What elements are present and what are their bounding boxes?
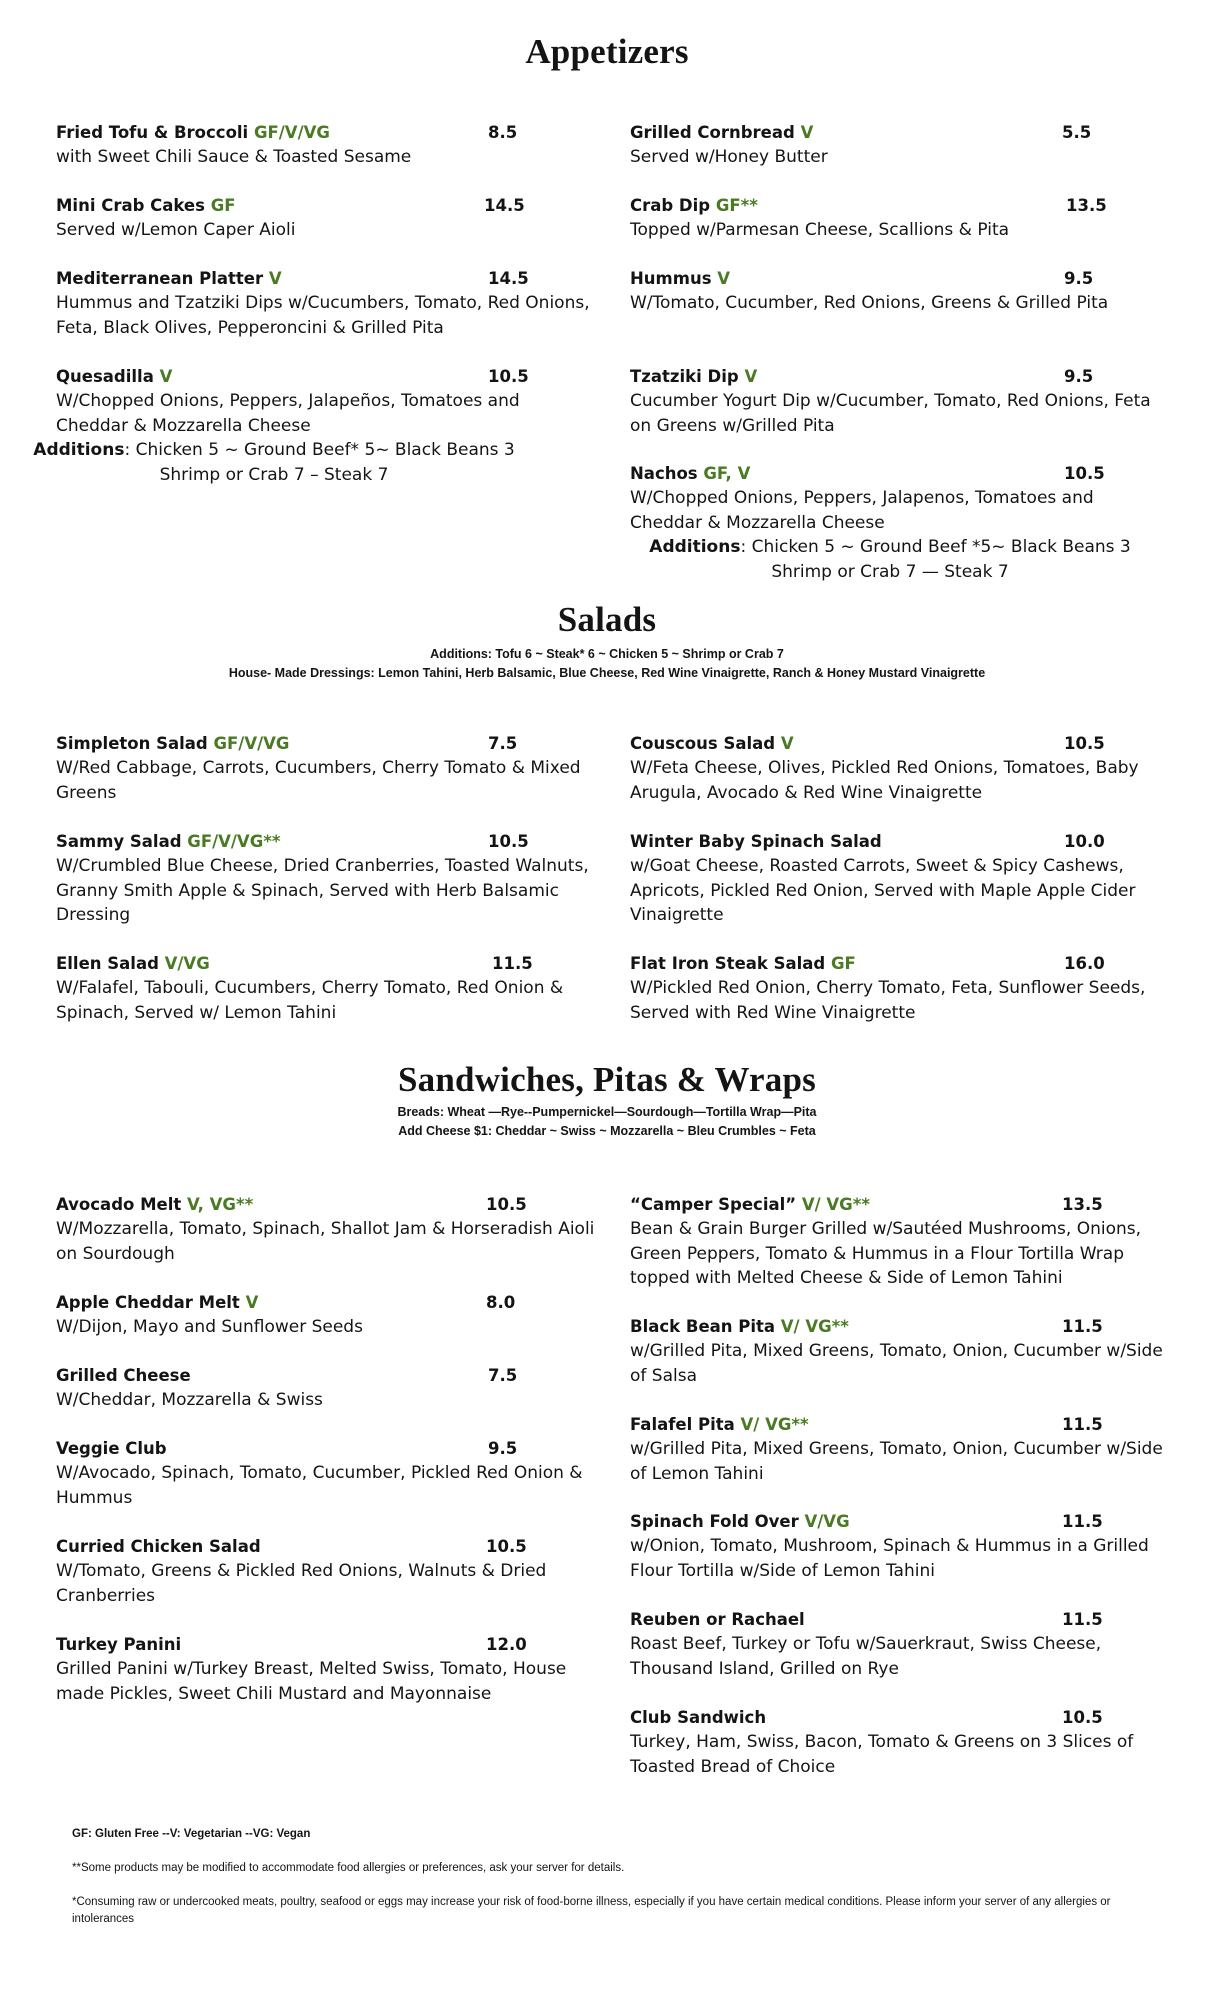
diet-tag: V bbox=[245, 1293, 259, 1312]
item-description: Grilled Panini w/Turkey Breast, Melted Swiss, Tomato, House made Pickles, Sweet Chili Mustard and Mayonnaise bbox=[56, 1659, 567, 1704]
item-price: 10.5 bbox=[1064, 464, 1105, 483]
item-price: 11.5 bbox=[1062, 1610, 1103, 1629]
menu-item bbox=[630, 364, 1170, 438]
item-name: Simpleton Salad bbox=[56, 734, 208, 753]
diet-tag: GF** bbox=[715, 196, 758, 215]
menu-item bbox=[56, 120, 596, 170]
item-description: w/Goat Cheese, Roasted Carrots, Sweet & Spicy Cashews, Apricots, Pickled Red Onion, Served with Maple Apple Cider Vinaigrette bbox=[630, 856, 1136, 925]
diet-tag: GF bbox=[830, 954, 856, 973]
item-description: Topped w/Parmesan Cheese, Scallions & Pita bbox=[630, 220, 1010, 240]
menu-item bbox=[630, 731, 1170, 805]
additions-line bbox=[4, 438, 544, 463]
diet-tag: GF bbox=[210, 196, 236, 215]
item-description: Hummus and Tzatziki Dips w/Cucumbers, Tomato, Red Onions, Feta, Black Olives, Pepperoncini & Grilled Pita bbox=[56, 293, 590, 338]
item-price: 11.5 bbox=[1062, 1415, 1103, 1434]
item-name: Veggie Club bbox=[56, 1439, 167, 1458]
diet-tag: GF/V/VG** bbox=[187, 832, 281, 851]
item-description: W/Feta Cheese, Olives, Pickled Red Onions, Tomatoes, Baby Arugula, Avocado & Red Wine Vinaigrette bbox=[630, 758, 1139, 803]
item-name: Mini Crab Cakes bbox=[56, 196, 205, 215]
item-price: 8.5 bbox=[488, 123, 518, 142]
menu-item bbox=[56, 1192, 596, 1266]
menu-item bbox=[630, 461, 1170, 584]
item-name: Quesadilla bbox=[56, 367, 154, 386]
additions-line: Shrimp or Crab 7 – Steak 7 bbox=[159, 464, 389, 485]
item-price: 9.5 bbox=[488, 1439, 518, 1458]
menu-item bbox=[56, 266, 596, 340]
diet-tag: V, VG** bbox=[186, 1195, 254, 1214]
menu-item bbox=[630, 1412, 1170, 1486]
item-price: 13.5 bbox=[1066, 196, 1107, 215]
item-name: Grilled Cornbread bbox=[630, 123, 795, 142]
item-description: with Sweet Chili Sauce & Toasted Sesame bbox=[56, 147, 412, 167]
diet-tag: V bbox=[159, 367, 173, 386]
menu-item bbox=[56, 1632, 596, 1706]
item-price: 7.5 bbox=[488, 1366, 518, 1385]
item-description: W/Red Cabbage, Carrots, Cucumbers, Cherry Tomato & Mixed Greens bbox=[56, 758, 581, 803]
item-name: Apple Cheddar Melt bbox=[56, 1293, 240, 1312]
menu-item bbox=[56, 1290, 596, 1340]
menu-item bbox=[630, 120, 1170, 170]
additions-text: : Chicken 5 ~ Ground Beef* 5~ Black Beans 3 bbox=[124, 440, 515, 460]
item-description: Served w/Lemon Caper Aioli bbox=[56, 220, 296, 240]
item-price: 11.5 bbox=[1062, 1317, 1103, 1336]
item-price: 11.5 bbox=[1062, 1512, 1103, 1531]
menu-item bbox=[630, 1314, 1170, 1388]
menu-item bbox=[630, 1607, 1170, 1681]
salads-title: Salads bbox=[557, 600, 657, 639]
allergy-note: **Some products may be modified to accommodate food allergies or preferences, ask your server for details. bbox=[72, 1862, 625, 1874]
item-description: Cucumber Yogurt Dip w/Cucumber, Tomato, Red Onions, Feta on Greens w/Grilled Pita bbox=[630, 391, 1151, 436]
item-name: “Camper Special” bbox=[630, 1195, 797, 1214]
menu-item bbox=[56, 731, 596, 805]
additions-text: : Chicken 5 ~ Ground Beef *5~ Black Beans 3 bbox=[740, 537, 1131, 557]
item-name: Black Bean Pita bbox=[630, 1317, 776, 1336]
diet-tag: V bbox=[268, 269, 282, 288]
item-name: Grilled Cheese bbox=[56, 1366, 191, 1385]
item-name: Hummus bbox=[630, 269, 712, 288]
diet-tag: V bbox=[800, 123, 814, 142]
salads-dressings: House- Made Dressings: Lemon Tahini, Herb Balsamic, Blue Cheese, Red Wine Vinaigrette, Ranch & Honey Mustard Vinaigrette bbox=[228, 666, 986, 680]
sandwiches-add-cheese: Add Cheese $1: Cheddar ~ Swiss ~ Mozzarella ~ Bleu Crumbles ~ Feta bbox=[398, 1124, 816, 1138]
diet-tag: V/ VG** bbox=[801, 1195, 870, 1214]
item-description: w/Onion, Tomato, Mushroom, Spinach & Hummus in a Grilled Flour Tortilla w/Side of Lemon Tahini bbox=[630, 1536, 1149, 1581]
item-name: Flat Iron Steak Salad bbox=[630, 954, 826, 973]
item-description: W/Tomato, Cucumber, Red Onions, Greens & Grilled Pita bbox=[630, 293, 1109, 313]
item-price: 10.5 bbox=[488, 367, 529, 386]
menu-item bbox=[630, 951, 1170, 1025]
item-description: W/Mozzarella, Tomato, Spinach, Shallot Jam & Horseradish Aioli on Sourdough bbox=[56, 1219, 595, 1264]
item-price: 10.5 bbox=[486, 1537, 527, 1556]
diet-tag: GF, V bbox=[703, 464, 751, 483]
menu-item bbox=[630, 1705, 1170, 1779]
item-name: Sammy Salad bbox=[56, 832, 182, 851]
item-description: W/Chopped Onions, Peppers, Jalapenos, Tomatoes and Cheddar & Mozzarella Cheese bbox=[630, 488, 1094, 533]
additions-line bbox=[620, 535, 1160, 560]
appetizers-title: Appetizers bbox=[525, 32, 689, 71]
item-price: 8.0 bbox=[486, 1293, 516, 1312]
item-name: Nachos bbox=[630, 464, 698, 483]
item-name: Curried Chicken Salad bbox=[56, 1537, 261, 1556]
item-name: Couscous Salad bbox=[630, 734, 776, 753]
item-price: 12.0 bbox=[486, 1635, 527, 1654]
item-description: W/Avocado, Spinach, Tomato, Cucumber, Pickled Red Onion & Hummus bbox=[56, 1463, 583, 1508]
item-name: Spinach Fold Over bbox=[630, 1512, 799, 1531]
consumer-advisory: *Consuming raw or undercooked meats, poultry, seafood or eggs may increase your risk of food-borne illness, especially if you have certain medical conditions. Please inform your server of any allergies or intolerances bbox=[72, 1896, 1111, 1925]
item-price: 7.5 bbox=[488, 734, 518, 753]
menu-item bbox=[56, 1363, 596, 1413]
item-name: Fried Tofu & Broccoli bbox=[56, 123, 249, 142]
item-description: Roast Beef, Turkey or Tofu w/Sauerkraut, Swiss Cheese, Thousand Island, Grilled on Rye bbox=[630, 1634, 1102, 1679]
salads-additions: Additions: Tofu 6 ~ Steak* 6 ~ Chicken 5 ~ Shrimp or Crab 7 bbox=[430, 647, 784, 661]
item-name: Crab Dip bbox=[630, 196, 711, 215]
item-price: 14.5 bbox=[488, 269, 529, 288]
menu-item bbox=[630, 193, 1170, 243]
item-price: 14.5 bbox=[484, 196, 525, 215]
menu-item bbox=[630, 829, 1170, 928]
item-price: 10.0 bbox=[1064, 832, 1105, 851]
item-price: 10.5 bbox=[1064, 734, 1105, 753]
item-description: W/Pickled Red Onion, Cherry Tomato, Feta, Sunflower Seeds, Served with Red Wine Vinaigrette bbox=[630, 978, 1146, 1023]
menu-item bbox=[56, 951, 596, 1025]
item-description: Served w/Honey Butter bbox=[630, 147, 828, 167]
item-description: W/Crumbled Blue Cheese, Dried Cranberries, Toasted Walnuts, Granny Smith Apple & Spinach, Served with Herb Balsamic Dressing bbox=[56, 856, 589, 925]
menu-item bbox=[630, 1192, 1170, 1291]
item-price: 13.5 bbox=[1062, 1195, 1103, 1214]
additions-label: Additions bbox=[33, 440, 125, 460]
diet-tag: GF/V/VG bbox=[213, 734, 290, 753]
diet-tag: V bbox=[717, 269, 731, 288]
item-name: Mediterranean Platter bbox=[56, 269, 264, 288]
diet-tag: V/ VG** bbox=[740, 1415, 809, 1434]
diet-tag: V/VG bbox=[164, 954, 210, 973]
item-price: 10.5 bbox=[1062, 1708, 1103, 1727]
item-description: w/Grilled Pita, Mixed Greens, Tomato, Onion, Cucumber w/Side of Salsa bbox=[630, 1341, 1163, 1386]
item-price: 5.5 bbox=[1062, 123, 1092, 142]
menu-item bbox=[56, 1436, 596, 1510]
item-name: Tzatziki Dip bbox=[630, 367, 739, 386]
menu-item bbox=[630, 266, 1170, 316]
item-price: 16.0 bbox=[1064, 954, 1105, 973]
diet-legend: GF: Gluten Free --V: Vegetarian --VG: Vegan bbox=[72, 1828, 311, 1840]
menu-item bbox=[56, 829, 596, 928]
item-description: W/Chopped Onions, Peppers, Jalapeños, Tomatoes and Cheddar & Mozzarella Cheese bbox=[56, 391, 520, 436]
item-description: w/Grilled Pita, Mixed Greens, Tomato, Onion, Cucumber w/Side of Lemon Tahini bbox=[630, 1439, 1163, 1484]
sandwiches-breads: Breads: Wheat —Rye--Pumpernickel—Sourdough—Tortilla Wrap—Pita bbox=[397, 1105, 817, 1119]
item-price: 10.5 bbox=[488, 832, 529, 851]
item-name: Winter Baby Spinach Salad bbox=[630, 832, 882, 851]
item-name: Turkey Panini bbox=[56, 1635, 182, 1654]
diet-tag: V/ VG** bbox=[780, 1317, 849, 1336]
menu-item bbox=[33, 364, 596, 487]
diet-tag: V bbox=[744, 367, 758, 386]
item-name: Ellen Salad bbox=[56, 954, 159, 973]
sandwiches-title: Sandwiches, Pitas & Wraps bbox=[398, 1060, 816, 1099]
item-name: Club Sandwich bbox=[630, 1708, 767, 1727]
item-name: Falafel Pita bbox=[630, 1415, 735, 1434]
item-price: 9.5 bbox=[1064, 269, 1094, 288]
item-name: Reuben or Rachael bbox=[630, 1610, 805, 1629]
diet-tag: V/VG bbox=[804, 1512, 850, 1531]
item-price: 10.5 bbox=[486, 1195, 527, 1214]
additions-label: Additions bbox=[649, 537, 741, 557]
item-description: W/Tomato, Greens & Pickled Red Onions, Walnuts & Dried Cranberries bbox=[56, 1561, 547, 1606]
diet-tag: GF/V/VG bbox=[253, 123, 330, 142]
item-description: W/Cheddar, Mozzarella & Swiss bbox=[56, 1390, 323, 1410]
menu-item bbox=[630, 1509, 1170, 1583]
item-description: Bean & Grain Burger Grilled w/Sautéed Mushrooms, Onions, Green Peppers, Tomato & Hummus in a Flour Tortilla Wrap topped with Melted Cheese & Side of Lemon Tahini bbox=[630, 1219, 1142, 1288]
menu-item bbox=[56, 1534, 596, 1608]
item-description: W/Falafel, Tabouli, Cucumbers, Cherry Tomato, Red Onion & Spinach, Served w/ Lemon Tahini bbox=[56, 978, 564, 1023]
item-name: Avocado Melt bbox=[56, 1195, 182, 1214]
menu-item bbox=[56, 193, 596, 243]
additions-line: Shrimp or Crab 7 — Steak 7 bbox=[771, 561, 1009, 582]
diet-tag: V bbox=[780, 734, 794, 753]
item-description: Turkey, Ham, Swiss, Bacon, Tomato & Greens on 3 Slices of Toasted Bread of Choice bbox=[630, 1732, 1134, 1777]
item-price: 9.5 bbox=[1064, 367, 1094, 386]
item-price: 11.5 bbox=[492, 954, 533, 973]
item-description: W/Dijon, Mayo and Sunflower Seeds bbox=[56, 1317, 363, 1337]
